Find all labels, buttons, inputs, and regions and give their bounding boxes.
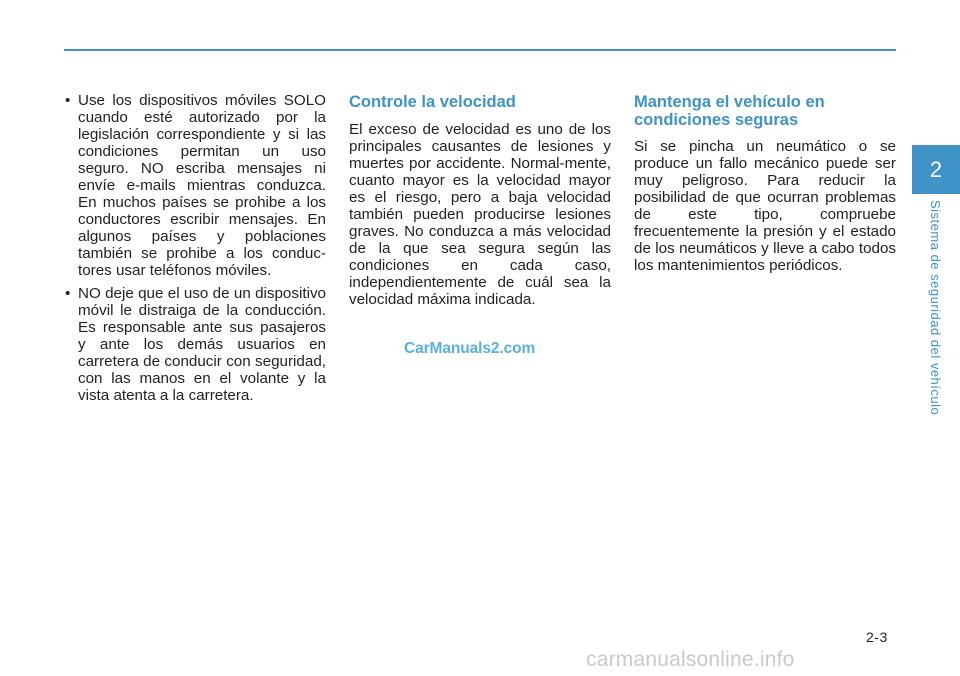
chapter-tab [912, 145, 960, 194]
section-body-maintenance: Si se pincha un neumático o se produce un fallo mecánico puede ser muy peligroso. Para reducir la posibilidad de que ocurran problemas de este tipo, compruebe frecuentemente la presión y el estado de los neumáticos y lleve a cabo todos los mantenimientos periódicos. [634, 138, 896, 274]
watermark: CarManuals2.com [404, 340, 536, 357]
bullet-text: Use los dispositivos móviles SOLO cuando esté autorizado por la legislación correspondiente y si las condiciones permitan un uso seguro. NO escriba mensajes ni envíe e-mails mientras conduzca. En muchos países se prohibe a los conductores escribir mensajes. En algunos países y poblaciones también se prohibe a los conduc-tores usar teléfonos móviles. [78, 92, 326, 279]
bullet-list [64, 92, 326, 404]
column-1 [64, 92, 326, 410]
section-side-title: Sistema de seguridad del vehículo [928, 200, 943, 416]
column-3 [634, 92, 896, 274]
bullet-text: NO deje que el uso de un dispositivo móvil le distraiga de la conducción. Es responsable ante sus pasajeros y ante los demás usuarios en carretera de conducir con seguridad, con las manos en el volante y la vista atenta a la carretera. [78, 285, 326, 404]
header-rule [64, 49, 896, 51]
section-heading-maintenance: Mantenga el vehículo en condiciones seguras [634, 93, 825, 129]
footer-watermark: carmanualsonline.info [586, 648, 795, 671]
column-2 [349, 92, 611, 308]
section-body-speed: El exceso de velocidad es uno de los principales causantes de lesiones y muertes por accidente. Normal-mente, cuanto mayor es la velocidad mayor es el riesgo, pero a baja velocidad también pueden producirse lesiones graves. No conduzca a más velocidad de la que sea segura según las condiciones en cada caso, independientemente de cuál sea la velocidad máxima indicada. [349, 120, 611, 308]
section-heading-speed: Controle la velocidad [349, 93, 516, 111]
chapter-number: 2 [929, 156, 943, 182]
bullet-icon: • [65, 285, 71, 302]
bullet-icon: • [65, 92, 71, 109]
list-item [64, 285, 326, 404]
page-number: 2-3 [866, 629, 888, 645]
list-item [64, 92, 326, 279]
